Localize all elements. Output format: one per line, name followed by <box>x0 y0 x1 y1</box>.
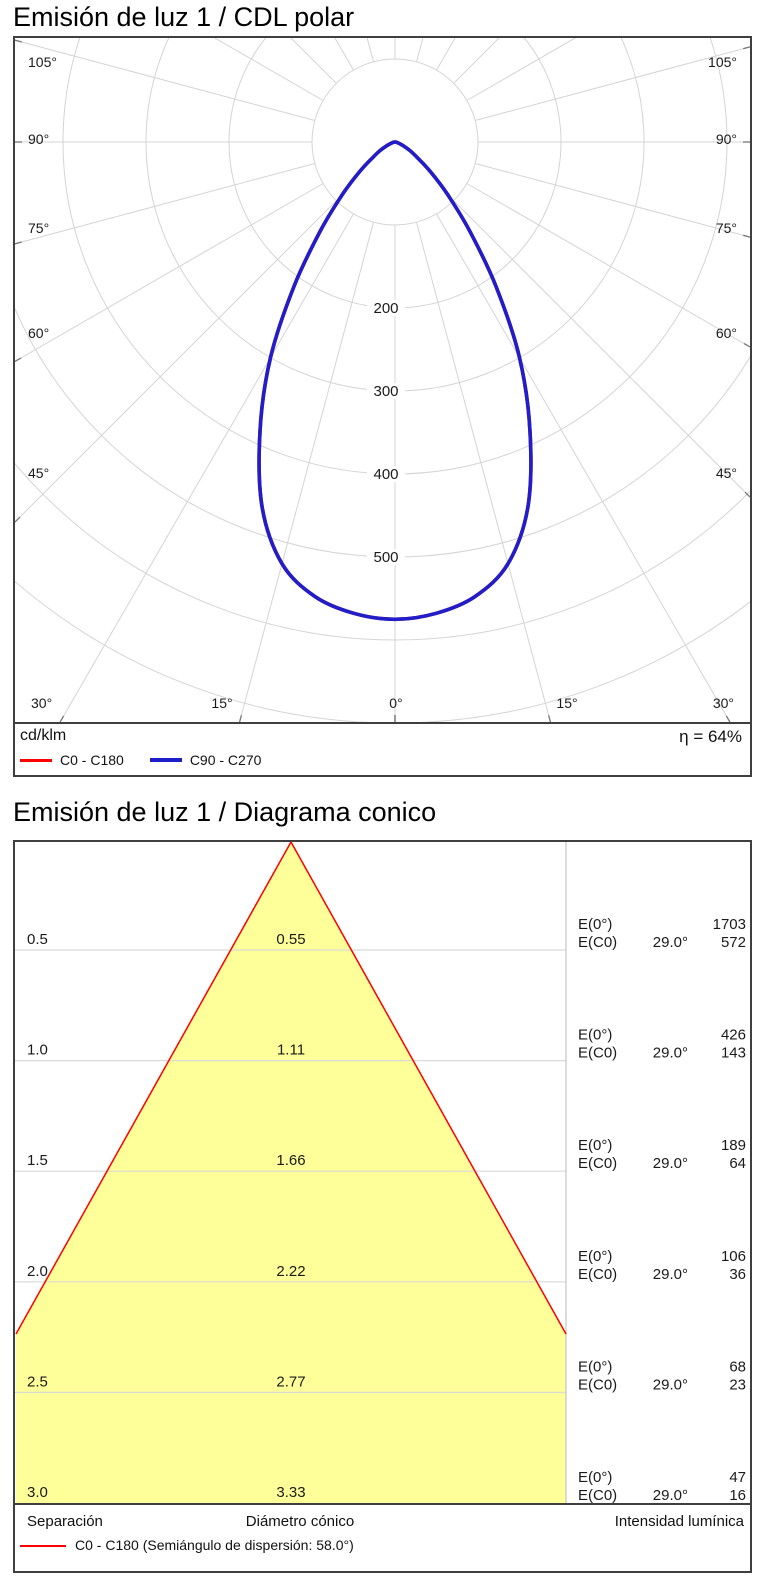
svg-text:15°: 15° <box>211 695 233 711</box>
e0-value: 47 <box>729 1469 746 1486</box>
polar-legend <box>15 722 750 775</box>
svg-text:300: 300 <box>373 383 399 400</box>
svg-text:60°: 60° <box>28 325 50 341</box>
luminous-intensity-column-label: Intensidad lumínica <box>614 1513 744 1530</box>
ec0-label: E(C0) <box>578 934 618 951</box>
polar-unit-label: cd/klm <box>20 727 67 744</box>
cone-plot <box>15 842 750 1503</box>
cone-chart <box>13 840 752 1573</box>
ec0-label: E(C0) <box>578 1265 618 1283</box>
separation-value: 1.0 <box>27 1041 48 1059</box>
ec0-value: 64 <box>729 1155 746 1173</box>
cone-legend-label: C0 - C180 (Semiángulo de dispersión: 58.0°) <box>75 1537 354 1553</box>
svg-text:75°: 75° <box>28 220 50 236</box>
e0-value: 68 <box>729 1358 746 1376</box>
cone-diameter-value: 2.22 <box>276 1262 306 1280</box>
separation-value: 2.5 <box>27 1373 48 1391</box>
separation-value: 3.0 <box>27 1484 48 1501</box>
ec0-label: E(C0) <box>578 1044 618 1062</box>
cone-diameter-value: 1.66 <box>276 1152 306 1170</box>
svg-text:30°: 30° <box>31 695 53 711</box>
e0-label: E(0°) <box>578 1026 613 1044</box>
ec0-value: 143 <box>720 1044 746 1062</box>
polar-efficiency-value: η = 64% <box>679 727 742 746</box>
svg-text:105°: 105° <box>708 54 737 70</box>
e0-value: 106 <box>720 1247 746 1265</box>
separation-value: 1.5 <box>27 1152 48 1170</box>
svg-text:200: 200 <box>373 300 399 317</box>
ec0-angle-value: 29.0° <box>652 1155 688 1173</box>
c90-c270-legend-label: C90 - C270 <box>189 752 262 768</box>
e0-label: E(0°) <box>578 1469 613 1486</box>
e0-label: E(0°) <box>578 916 613 933</box>
e0-label: E(0°) <box>578 1247 613 1265</box>
ec0-value: 16 <box>729 1487 746 1503</box>
ec0-angle-value: 29.0° <box>652 1044 688 1062</box>
separation-value: 2.0 <box>27 1262 48 1280</box>
cone-diameter-value: 2.77 <box>276 1373 306 1391</box>
polar-legend-row2 <box>20 750 287 770</box>
ec0-value: 23 <box>729 1376 746 1394</box>
ec0-angle-value: 29.0° <box>652 1265 688 1283</box>
svg-text:45°: 45° <box>28 465 50 481</box>
cone-diameter-value: 1.11 <box>276 1041 306 1059</box>
separation-value: 0.5 <box>27 931 48 948</box>
c0-c180-legend-label: C0 - C180 <box>60 752 124 768</box>
svg-text:500: 500 <box>373 549 399 566</box>
svg-text:30°: 30° <box>712 695 734 711</box>
ec0-label: E(C0) <box>578 1376 618 1394</box>
cone-diameter-value: 3.33 <box>276 1484 306 1501</box>
cone-legend-line-icon <box>20 1545 66 1547</box>
svg-text:60°: 60° <box>715 325 737 341</box>
e0-label: E(0°) <box>578 1137 613 1155</box>
e0-label: E(0°) <box>578 1358 613 1376</box>
svg-text:75°: 75° <box>715 220 737 236</box>
svg-text:90°: 90° <box>28 131 50 147</box>
polar-plot <box>15 38 750 722</box>
c90-c270-legend-line-icon <box>150 758 182 762</box>
ec0-label: E(C0) <box>578 1155 618 1173</box>
ec0-value: 572 <box>720 934 746 951</box>
polar-ring-labels <box>367 300 405 566</box>
svg-text:400: 400 <box>373 466 399 483</box>
e0-value: 189 <box>720 1137 746 1155</box>
cone-diameter-value: 0.55 <box>276 931 306 948</box>
svg-text:15°: 15° <box>556 695 578 711</box>
cone-chart-title: Emisión de luz 1 / Diagrama conico <box>13 797 437 827</box>
polar-grid <box>15 38 750 722</box>
polar-chart-title: Emisión de luz 1 / CDL polar <box>13 2 355 32</box>
svg-text:0°: 0° <box>389 695 403 711</box>
e0-value: 426 <box>720 1026 746 1044</box>
cone-footer <box>15 1503 750 1569</box>
svg-text:45°: 45° <box>715 465 737 481</box>
ec0-value: 36 <box>729 1265 746 1283</box>
cone-diameter-column-label: Diámetro cónico <box>245 1513 355 1530</box>
ec0-angle-value: 29.0° <box>652 1487 688 1503</box>
ec0-label: E(C0) <box>578 1487 618 1503</box>
polar-chart <box>13 36 752 777</box>
e0-value: 1703 <box>712 916 746 933</box>
separation-column-label: Separación <box>27 1513 103 1530</box>
c0-c180-legend-line-icon <box>20 759 52 762</box>
svg-text:90°: 90° <box>715 131 737 147</box>
ec0-angle-value: 29.0° <box>652 934 688 951</box>
polar-legend-row1 <box>20 727 742 747</box>
svg-text:105°: 105° <box>28 54 57 70</box>
ec0-angle-value: 29.0° <box>652 1376 688 1394</box>
